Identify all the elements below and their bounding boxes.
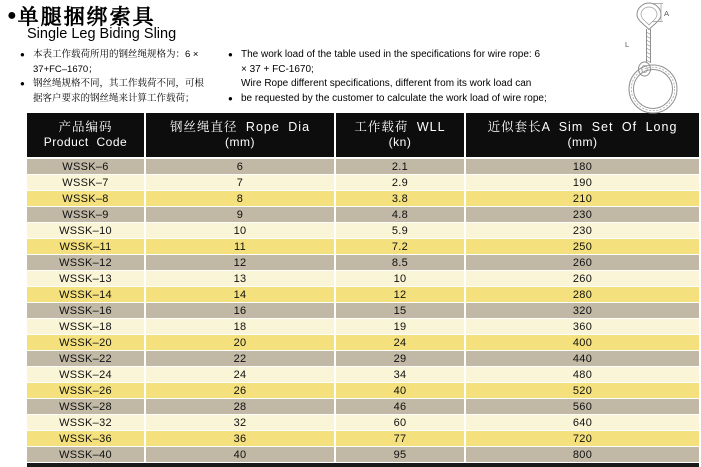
cell-product-code: WSSK–18 [27, 319, 144, 334]
table-row [27, 319, 699, 334]
title-english: Single Leg Biding Sling [27, 26, 177, 42]
en-note-text: Wire Rope different specifications, different from its work load can [241, 78, 532, 90]
cell-rope-dia: 18 [146, 319, 334, 334]
cell-rope-dia: 6 [146, 159, 334, 174]
cn-note-line [20, 92, 230, 107]
cell-set-length: 230 [466, 223, 699, 238]
en-note-text: be requested by the customer to calculate the work load of wire rope; [241, 92, 547, 104]
column-header-product-code [27, 113, 144, 157]
cell-wll: 7.2 [336, 239, 464, 254]
cell-rope-dia: 36 [146, 431, 334, 446]
spec-table [27, 113, 699, 467]
en-note-text: × 37 + FC-1670; [241, 63, 314, 75]
cell-product-code: WSSK–6 [27, 159, 144, 174]
cell-rope-dia: 32 [146, 415, 334, 430]
table-row [27, 271, 699, 286]
cell-product-code: WSSK–8 [27, 191, 144, 206]
cell-product-code: WSSK–36 [27, 431, 144, 446]
cell-product-code: WSSK–11 [27, 239, 144, 254]
table-header-row [27, 113, 699, 157]
en-note-line [228, 48, 593, 63]
cell-set-length: 260 [466, 271, 699, 286]
note-bullet-icon: ● [228, 93, 233, 103]
cell-wll: 12 [336, 287, 464, 302]
table-row [27, 159, 699, 174]
column-header-wll [336, 113, 464, 157]
note-bullet-icon: ● [20, 79, 25, 89]
cell-wll: 29 [336, 351, 464, 366]
cell-set-length: 720 [466, 431, 699, 446]
column-header-label: 钢丝绳直径 Rope Dia [169, 120, 311, 135]
cell-wll: 95 [336, 447, 464, 462]
cell-rope-dia: 28 [146, 399, 334, 414]
cell-product-code: WSSK–10 [27, 223, 144, 238]
cell-wll: 2.9 [336, 175, 464, 190]
cell-wll: 34 [336, 367, 464, 382]
column-header-unit: (kn) [388, 135, 412, 150]
cell-rope-dia: 10 [146, 223, 334, 238]
cell-wll: 77 [336, 431, 464, 446]
cell-product-code: WSSK–28 [27, 399, 144, 414]
en-note-line [228, 92, 593, 107]
table-row [27, 399, 699, 414]
dim-label-l: L [625, 40, 630, 49]
column-header-label: 近似套长A Sim Set Of Long [487, 120, 678, 135]
table-body [27, 159, 699, 462]
note-bullet-icon: ● [228, 50, 233, 59]
cell-wll: 46 [336, 399, 464, 414]
cell-set-length: 480 [466, 367, 699, 382]
cell-wll: 8.5 [336, 255, 464, 270]
cell-set-length: 210 [466, 191, 699, 206]
cell-set-length: 800 [466, 447, 699, 462]
notes-english [228, 48, 593, 106]
cell-set-length: 230 [466, 207, 699, 222]
dim-label-a: A [664, 9, 670, 18]
cell-rope-dia: 40 [146, 447, 334, 462]
table-row [27, 287, 699, 302]
cell-rope-dia: 24 [146, 367, 334, 382]
table-row [27, 303, 699, 318]
cell-set-length: 190 [466, 175, 699, 190]
cell-set-length: 360 [466, 319, 699, 334]
table-row [27, 383, 699, 398]
cell-product-code: WSSK–14 [27, 287, 144, 302]
cell-rope-dia: 9 [146, 207, 334, 222]
table-row [27, 415, 699, 430]
column-header-label: 产品编码 [58, 120, 113, 135]
cell-wll: 4.8 [336, 207, 464, 222]
column-header-set-length [466, 113, 699, 157]
cell-product-code: WSSK–16 [27, 303, 144, 318]
column-header-rope-dia [146, 113, 334, 157]
title-chinese: 单腿捆绑索具 [17, 6, 156, 29]
table-row [27, 447, 699, 462]
table-row [27, 431, 699, 446]
cell-set-length: 250 [466, 239, 699, 254]
cell-set-length: 560 [466, 399, 699, 414]
cell-rope-dia: 8 [146, 191, 334, 206]
table-row [27, 335, 699, 350]
table-row [27, 351, 699, 366]
cell-rope-dia: 12 [146, 255, 334, 270]
table-row [27, 223, 699, 238]
cell-product-code: WSSK–7 [27, 175, 144, 190]
cell-rope-dia: 7 [146, 175, 334, 190]
cn-note-line [20, 77, 230, 92]
en-note-line [228, 63, 593, 78]
cell-wll: 15 [336, 303, 464, 318]
table-row [27, 175, 699, 190]
column-header-unit: Product Code [43, 135, 128, 150]
cell-wll: 40 [336, 383, 464, 398]
cn-note-text: 钢丝绳规格不同，其工作载荷不同，可根 [33, 78, 205, 90]
cell-set-length: 260 [466, 255, 699, 270]
cell-set-length: 440 [466, 351, 699, 366]
cell-product-code: WSSK–40 [27, 447, 144, 462]
cell-wll: 5.9 [336, 223, 464, 238]
title-bullet-icon: ● [7, 7, 17, 24]
cell-product-code: WSSK–22 [27, 351, 144, 366]
note-bullet-icon: ● [20, 50, 25, 59]
cell-set-length: 640 [466, 415, 699, 430]
cell-set-length: 520 [466, 383, 699, 398]
cell-rope-dia: 16 [146, 303, 334, 318]
cell-rope-dia: 22 [146, 351, 334, 366]
sling-drawing [592, 0, 701, 116]
notes-chinese [20, 48, 230, 106]
cell-product-code: WSSK–32 [27, 415, 144, 430]
cell-set-length: 280 [466, 287, 699, 302]
table-row [27, 255, 699, 270]
cell-product-code: WSSK–26 [27, 383, 144, 398]
cn-note-line [20, 63, 230, 78]
cell-product-code: WSSK–12 [27, 255, 144, 270]
table-row [27, 207, 699, 222]
cell-product-code: WSSK–13 [27, 271, 144, 286]
cell-wll: 3.8 [336, 191, 464, 206]
table-row [27, 191, 699, 206]
cell-wll: 10 [336, 271, 464, 286]
cell-product-code: WSSK–24 [27, 367, 144, 382]
rope-coil-icon [629, 65, 677, 113]
cell-rope-dia: 11 [146, 239, 334, 254]
table-bottom-border [27, 463, 699, 467]
cell-set-length: 320 [466, 303, 699, 318]
cell-wll: 60 [336, 415, 464, 430]
cell-product-code: WSSK–20 [27, 335, 144, 350]
cn-note-line [20, 48, 230, 63]
column-header-label: 工作载荷 WLL [354, 120, 446, 135]
table-row [27, 239, 699, 254]
column-header-unit: (mm) [567, 135, 598, 150]
table-row [27, 367, 699, 382]
cell-wll: 24 [336, 335, 464, 350]
cn-note-text: 37+FC–1670； [33, 63, 98, 75]
cell-set-length: 180 [466, 159, 699, 174]
column-header-unit: (mm) [225, 135, 255, 150]
en-note-text: The work load of the table used in the specifications for wire rope: 6 [241, 49, 541, 60]
cell-wll: 2.1 [336, 159, 464, 174]
cn-note-text: 本表工作载荷所用的钢丝绳规格为：6 × [33, 49, 199, 60]
cell-product-code: WSSK–9 [27, 207, 144, 222]
cn-note-text: 据客户要求的钢丝绳来计算工作载荷； [33, 92, 195, 104]
cell-wll: 19 [336, 319, 464, 334]
cell-rope-dia: 26 [146, 383, 334, 398]
cell-rope-dia: 20 [146, 335, 334, 350]
cell-set-length: 400 [466, 335, 699, 350]
cell-rope-dia: 13 [146, 271, 334, 286]
cell-rope-dia: 14 [146, 287, 334, 302]
en-note-line [228, 77, 593, 92]
